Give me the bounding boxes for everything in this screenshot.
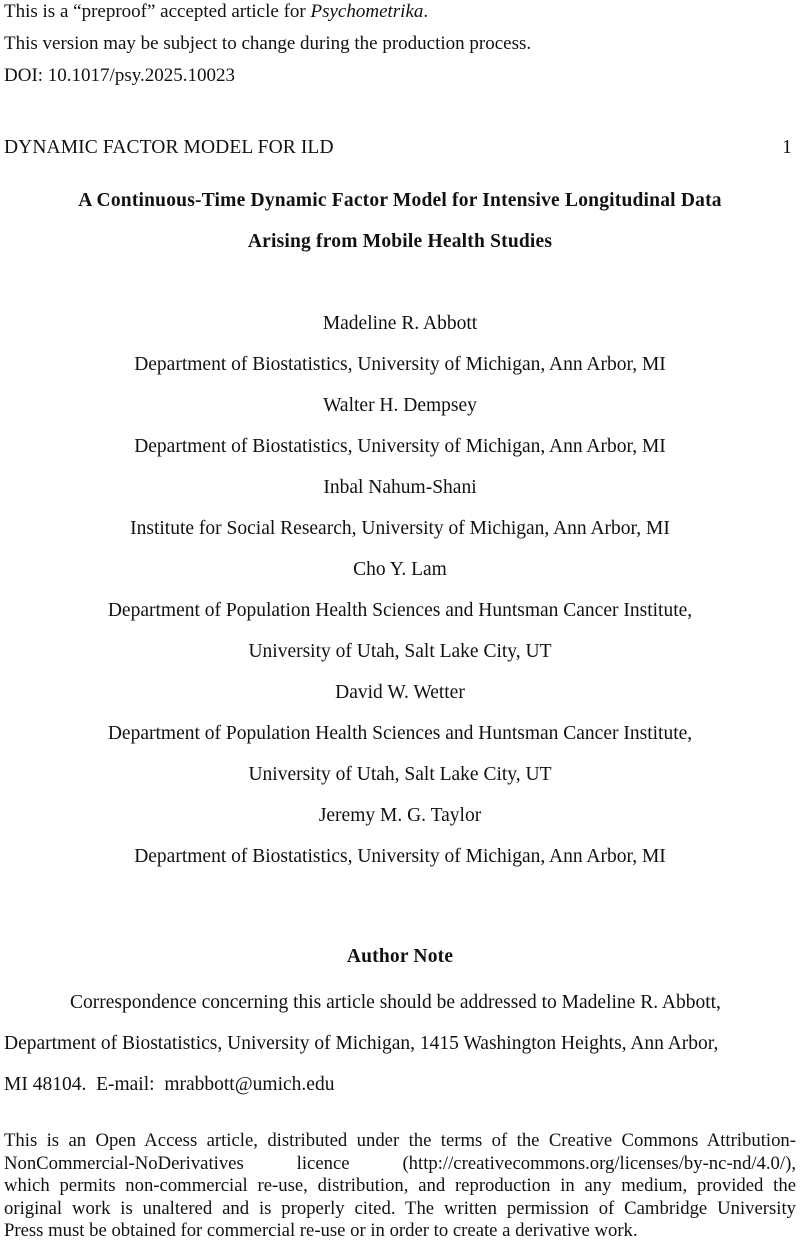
author-note-line: MI 48104. E-mail: mrabbott@umich.edu [4,1074,335,1095]
license-line: NonCommercial-NoDerivatives licence (http://creativecommons.org/licenses/by-nc-nd/4.0/), [4,1152,796,1174]
author-affiliation: Department of Population Health Sciences and Huntsman Cancer Institute, [107,723,693,744]
paper-title-line1: A Continuous-Time Dynamic Factor Model for Intensive Longitudinal Data [78,190,722,211]
license-notice [4,1130,796,1243]
author-affiliation: University of Utah, Salt Lake City, UT [248,764,552,785]
author-note-line: Correspondence concerning this article should be addressed to Madeline R. Abbott, [70,992,721,1013]
author-name: Jeremy M. G. Taylor [318,805,482,826]
author-name: Madeline R. Abbott [322,313,478,334]
running-head-title: DYNAMIC FACTOR MODEL FOR ILD [4,137,334,158]
author-name: Walter H. Dempsey [323,395,477,416]
author-affiliation: Department of Biostatistics, University of Michigan, Ann Arbor, MI [134,436,666,457]
author-affiliation: University of Utah, Salt Lake City, UT [248,641,552,662]
preproof-suffix: . [423,1,429,22]
author-name: Inbal Nahum-Shani [323,477,477,498]
paper-title-line2: Arising from Mobile Health Studies [247,231,553,252]
author-name: David W. Wetter [335,682,465,703]
author-name: Cho Y. Lam [353,559,447,580]
author-affiliation: Department of Biostatistics, University of Michigan, Ann Arbor, MI [134,846,666,867]
author-affiliation: Department of Biostatistics, University of Michigan, Ann Arbor, MI [134,354,666,375]
page-number: 1 [782,137,792,158]
preproof-notice-line2: This version may be subject to change during the production process. [4,33,532,54]
preproof-prefix: This is a “preproof” accepted article for [4,1,311,22]
license-line: This is an Open Access article, distributed under the terms of the Creative Commons Attribution- [4,1130,796,1151]
author-note-line: Department of Biostatistics, University of Michigan, 1415 Washington Heights, Ann Arbor, [4,1033,719,1054]
doi-line: DOI: 10.1017/psy.2025.10023 [4,65,235,86]
license-line: which permits non-commercial re-use, distribution, and reproduction in any medium, provided the [4,1175,796,1196]
license-line: original work is unaltered and is properly cited. The written permission of Cambridge University [4,1197,796,1219]
author-affiliation: Department of Population Health Sciences and Huntsman Cancer Institute, [107,600,693,621]
running-head [4,137,796,163]
author-affiliation: Institute for Social Research, University of Michigan, Ann Arbor, MI [130,518,670,539]
author-note-body [4,982,796,1105]
license-line: Press must be obtained for commercial re-use or in order to create a derivative work. [4,1220,638,1241]
preproof-notice-line1 [4,0,428,24]
author-note-heading: Author Note [346,946,454,967]
journal-name: Psychometrika [310,1,424,22]
